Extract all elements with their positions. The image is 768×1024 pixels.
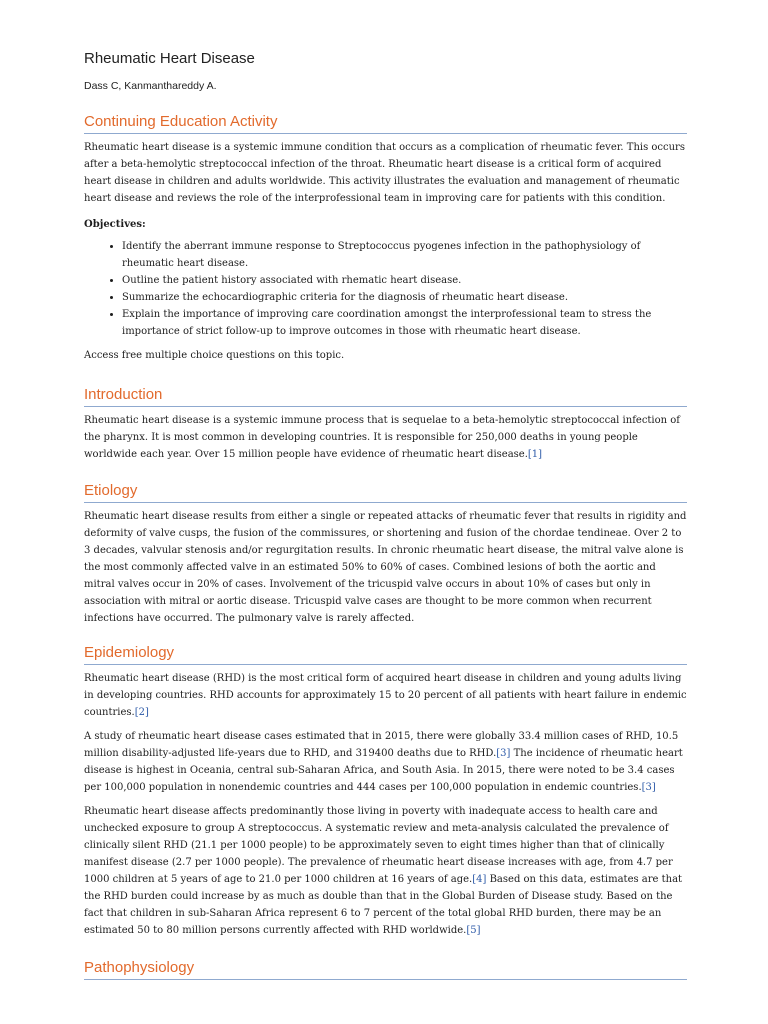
section-heading: Etiology: [84, 481, 687, 503]
paragraph: Rheumatic heart disease is a systemic immune condition that occurs as a complication of rheumatic fever. This occurs after a beta-hemolytic streptococcal infection of the throat. Rheumatic heart disease is a critical form of acquired heart disease in children and adults worldwide. This activity illustrates the evaluation and management of rheumatic heart disease and reviews the role of the interprofessional team in improving care for patients with this condition.: [84, 142, 685, 204]
section-heading: Epidemiology: [84, 643, 687, 665]
authors: Dass C, Kanmanthareddy A.: [84, 80, 217, 92]
paragraph-text: A study of rheumatic heart disease cases estimated that in 2015, there were globally 33.4 million cases of RHD, 10.5 million disability-adjusted life-years due to RHD, and 319400 deaths due to RHD.: [84, 731, 679, 759]
paragraph: [84, 728, 687, 796]
section-heading: Continuing Education Activity: [84, 112, 687, 134]
paragraph: Rheumatic heart disease results from either a single or repeated attacks of rheumatic fever that results in rigidity and deformity of valve cusps, the fusion of the commissures, or shortening and fusion of the chordae tendineae. Over 2 to 3 decades, valvular stenosis and/or regurgitation results. In chronic rheumatic heart disease, the mitral valve alone is the most commonly affected valve in an estimated 50% to 60% of cases. Combined lesions of both the aortic and mitral valves occur in 20% of cases. Involvement of the tricuspid valve occurs in about 10% of cases but only in association with mitral or aortic disease. Tricuspid valve cases are thought to be more common when recurrent infections have occurred. The pulmonary valve is rarely affected.: [84, 511, 687, 624]
reference-link[interactable]: [3]: [641, 782, 656, 793]
paragraph: [84, 412, 687, 463]
list-item: • Identify the aberrant immune response to Streptococcus pyogenes infection in the pathophysiology of rheumatic heart disease.: [122, 238, 687, 272]
reference-link[interactable]: [5]: [466, 925, 481, 936]
list-item: • Explain the importance of improving care coordination amongst the interprofessional team to stress the importance of strict follow-up to improve outcomes in those with rheumatic heart disease.: [122, 306, 687, 340]
paragraph-text: The incidence of rheumatic heart disease is highest in Oceania, central sub-Saharan Africa, and South Asia. In 2015, there were noted to be 3.4 cases per 100,000 population in nonendemic countries and 444 cases per 100,000 population in endemic countries.: [84, 748, 683, 793]
paragraph-text: Rheumatic heart disease affects predominantly those living in poverty with inadequate access to health care and unchecked exposure to group A streptococcus. A systematic review and meta-analysis calculated the prevalence of clinically silent RHD (21.1 per 1000 people) to be approximately seven to eight times higher than that of clinically manifest disease (2.7 per 1000 people). The prevalence of rheumatic heart disease increases with age, from 4.7 per 1000 children at 5 years of age to 21.0 per 1000 children at 16 years of age.: [84, 806, 673, 885]
reference-link[interactable]: [2]: [134, 707, 149, 718]
list-item: • Outline the patient history associated with rhematic heart disease.: [122, 272, 687, 289]
section-epidemiology: [84, 643, 687, 939]
objectives-list: [84, 238, 687, 340]
section-heading: Introduction: [84, 385, 687, 407]
list-item: • Summarize the echocardiographic criteria for the diagnosis of rheumatic heart disease.: [122, 289, 687, 306]
section-introduction: [84, 385, 687, 463]
paragraph: [84, 803, 687, 939]
section-heading: Pathophysiology: [84, 958, 687, 980]
reference-link[interactable]: [3]: [496, 748, 511, 759]
objectives-label: Objectives:: [84, 219, 146, 230]
paragraph-text: Based on this data, estimates are that the RHD burden could increase by as much as double than that in the Global Burden of Disease study. Based on the fact that children in sub-Saharan Africa represent 6 to 7 percent of the total global RHD burden, there may be an estimated 50 to 80 million persons currently affected with RHD worldwide.: [84, 874, 683, 936]
paragraph: [84, 670, 687, 721]
access-questions-link[interactable]: Access free multiple choice questions on this topic.: [84, 350, 345, 361]
section-etiology: [84, 481, 687, 627]
page-title: Rheumatic Heart Disease: [84, 50, 255, 67]
paragraph-text: Rheumatic heart disease (RHD) is the most critical form of acquired heart disease in children and young adults living in developing countries. RHD accounts for approximately 15 to 20 percent of all patients with heart failure in endemic countries.: [84, 673, 687, 718]
reference-link[interactable]: [1]: [527, 449, 543, 460]
reference-link[interactable]: [4]: [472, 874, 487, 885]
paragraph-text: Rheumatic heart disease is a systemic immune process that is sequelae to a beta-hemolytic streptococcal infection of the pharynx. It is most common in developing countries. It is responsible for 250,000 deaths in young people worldwide each year. Over 15 million people have evidence of rheumatic heart disease.: [84, 415, 680, 460]
section-continuing-education: [84, 112, 687, 364]
section-pathophysiology: [84, 958, 687, 980]
